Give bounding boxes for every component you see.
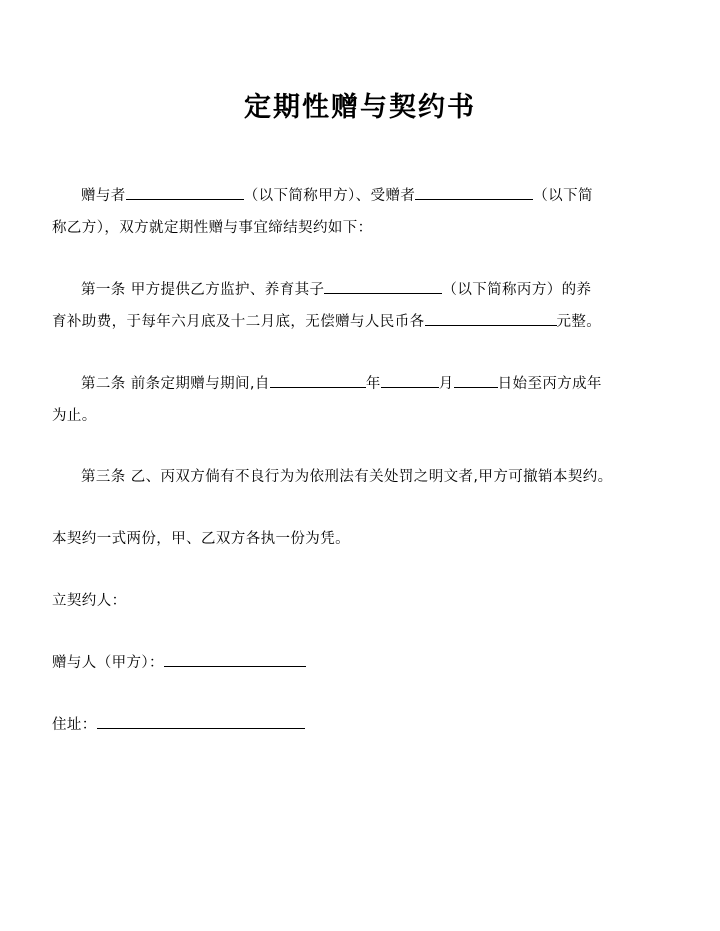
article1-text-c: 育补助费，于每年六月底及十二月底，无偿赠与人民币各 [52, 313, 425, 330]
blank-day [454, 372, 498, 388]
address-line [52, 710, 668, 742]
article2-text-a: 第二条 前条定期赠与期间,自 [81, 375, 270, 392]
article2-text-b: 年 [365, 375, 381, 392]
article2-text-c: 月 [438, 375, 454, 392]
paragraph-article-2 [52, 369, 668, 433]
blank-donor-signature [164, 652, 306, 668]
paragraph-copies: 本契约一式两份，甲、乙双方各执一份为凭。 [52, 531, 350, 548]
address-label: 住址： [52, 717, 97, 733]
intro-text-d: 称乙方），双方就定期性赠与事宜缔结契约如下： [52, 219, 373, 236]
blank-address [97, 714, 305, 730]
signer-heading: 立契约人： [52, 593, 127, 610]
blank-donee-name [415, 185, 533, 201]
blank-amount [425, 310, 557, 326]
page-title: 定期性赠与契约书 [244, 92, 476, 123]
paragraph-intro [52, 181, 668, 245]
intro-text-c: （以下简 [533, 188, 593, 205]
blank-donor-name [126, 185, 244, 201]
article1-text-b: （以下简称丙方）的养 [442, 281, 592, 298]
blank-year [270, 372, 366, 388]
article1-text-d: 元整。 [556, 313, 602, 330]
paragraph-article-1 [52, 275, 668, 339]
article1-text-a: 第一条 甲方提供乙方监护、养育其子 [81, 281, 325, 298]
blank-child-name [324, 278, 442, 294]
donor-signature-line [52, 648, 668, 680]
article2-text-d: 日始至丙方成年 [497, 375, 602, 392]
paragraph-article-3: 第三条 乙、丙双方倘有不良行为为依刑法有关处罚之明文者,甲方可撤销本契约。 [81, 469, 613, 486]
article2-text-e: 为止。 [52, 407, 97, 424]
intro-text-a: 赠与者 [81, 188, 126, 205]
donor-label: 赠与人（甲方）： [52, 655, 164, 672]
blank-month [381, 372, 439, 388]
document-body [52, 181, 668, 742]
intro-text-b: （以下简称甲方）、受赠者 [243, 188, 416, 205]
